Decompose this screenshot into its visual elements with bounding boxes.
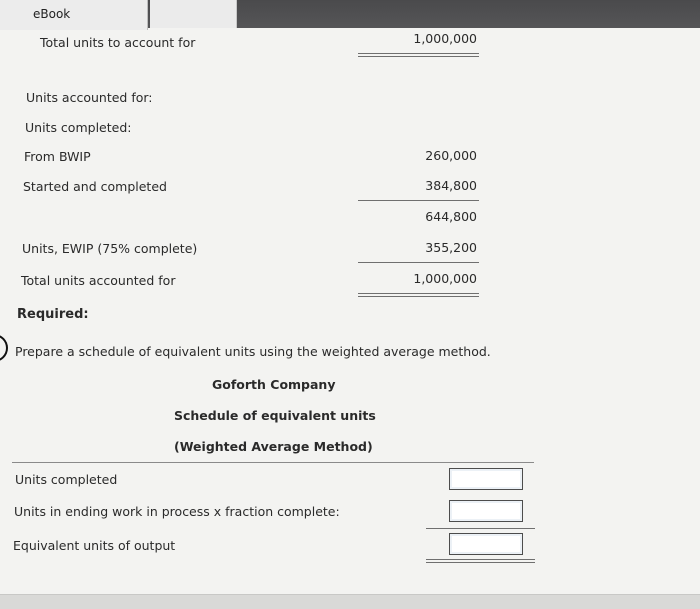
double-underline-output-1 [426, 559, 535, 560]
double-underline-total-1 [358, 293, 479, 294]
started-completed-value: 384,800 [425, 178, 477, 193]
from-bwip-label: From BWIP [24, 149, 91, 164]
subtotal-underline [358, 200, 479, 201]
ewip-underline [358, 262, 479, 263]
units-completed-row-label: Units completed [15, 472, 118, 487]
ewip-label: Units, EWIP (75% complete) [22, 241, 198, 256]
double-underline-top-1 [358, 53, 479, 54]
ebook-tab[interactable]: eBook [0, 0, 148, 30]
equivalent-units-input[interactable] [449, 533, 523, 555]
ewip-fraction-underline [426, 528, 535, 529]
started-completed-label: Started and completed [23, 179, 167, 194]
units-accounted-heading: Units accounted for: [26, 90, 153, 105]
units-completed-input[interactable] [449, 468, 523, 490]
cursor-circle-edge [0, 334, 8, 362]
schedule-method: (Weighted Average Method) [174, 439, 373, 454]
ewip-value: 355,200 [425, 240, 477, 255]
total-accounted-label: Total units accounted for [21, 273, 176, 288]
schedule-title: Schedule of equivalent units [174, 408, 376, 423]
equivalent-units-row-label: Equivalent units of output [13, 538, 176, 553]
from-bwip-value: 260,000 [425, 148, 477, 163]
schedule-header-rule [12, 462, 534, 463]
ewip-fraction-input[interactable] [449, 500, 523, 522]
total-accounted-value: 1,000,000 [413, 271, 477, 286]
units-completed-heading: Units completed: [25, 120, 132, 135]
total-units-value: 1,000,000 [413, 31, 477, 46]
required-heading: Required: [17, 307, 89, 322]
secondary-tab[interactable] [150, 0, 237, 28]
ewip-fraction-row-label: Units in ending work in process x fraction complete: [14, 504, 340, 519]
subtotal-value: 644,800 [425, 209, 477, 224]
required-instruction: Prepare a schedule of equivalent units using the weighted average method. [15, 344, 491, 359]
total-units-label: Total units to account for [40, 35, 196, 50]
double-underline-total-2 [358, 296, 479, 297]
double-underline-output-2 [426, 562, 535, 563]
bottom-bar [0, 594, 700, 609]
company-name: Goforth Company [212, 377, 336, 392]
double-underline-top-2 [358, 56, 479, 57]
